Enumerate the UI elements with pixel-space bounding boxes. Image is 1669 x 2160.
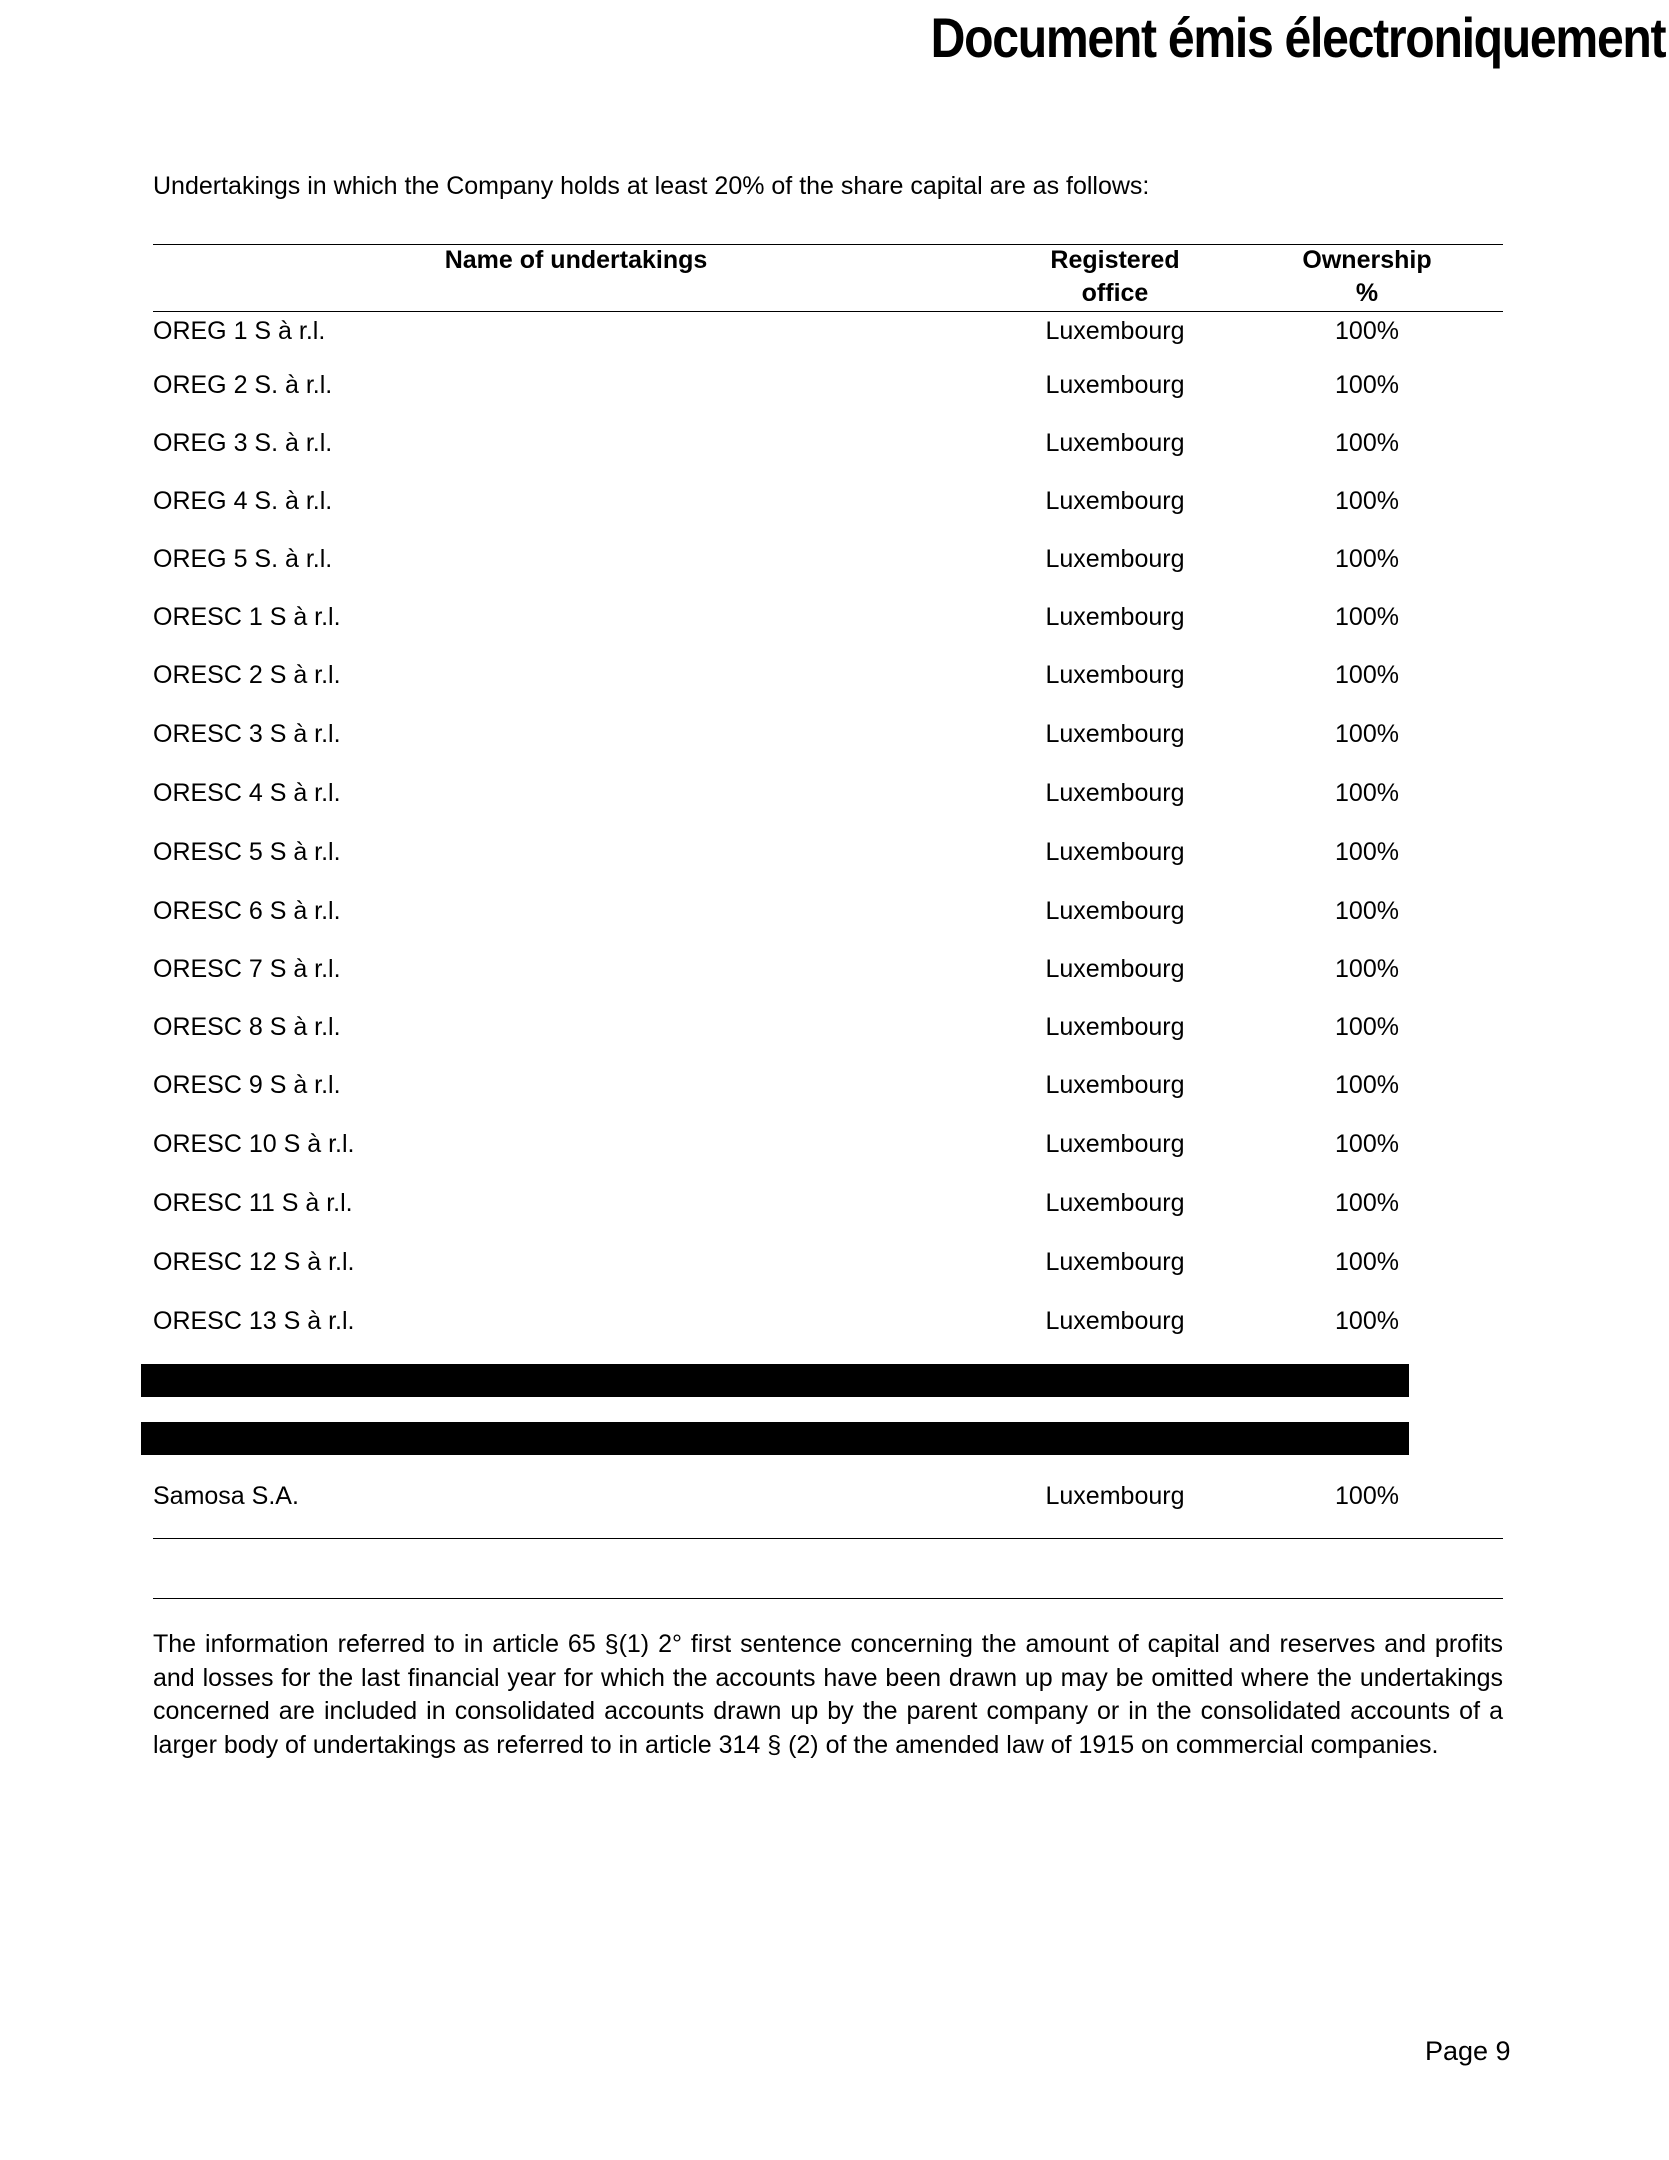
table-row	[153, 484, 1503, 518]
table-row	[153, 658, 1503, 692]
cell-name: Samosa S.A.	[153, 1482, 299, 1510]
cell-ownership: 100%	[1335, 545, 1399, 573]
header-name	[153, 244, 999, 277]
table-row	[153, 314, 1503, 348]
table-row	[153, 600, 1503, 634]
cell-name: ORESC 3 S à r.l.	[153, 720, 341, 748]
table-row	[153, 952, 1503, 986]
cell-name: ORESC 5 S à r.l.	[153, 838, 341, 866]
header-name-label: Name of undertakings	[444, 246, 708, 274]
cell-ownership: 100%	[1335, 1071, 1399, 1099]
cell-ownership: 100%	[1335, 1482, 1399, 1510]
cell-ownership: 100%	[1335, 429, 1399, 457]
cell-name: ORESC 8 S à r.l.	[153, 1013, 341, 1041]
header-ownership-line2: %	[1355, 279, 1379, 307]
cell-office: Luxembourg	[1045, 661, 1185, 689]
cell-office: Luxembourg	[1045, 897, 1185, 925]
table-row	[153, 776, 1503, 810]
cell-name: ORESC 9 S à r.l.	[153, 1071, 341, 1099]
cell-name: ORESC 10 S à r.l.	[153, 1130, 355, 1158]
header-ownership-line1: Ownership	[1302, 246, 1432, 274]
cell-office: Luxembourg	[1045, 371, 1185, 399]
table-row	[153, 1479, 1503, 1513]
redacted-row	[141, 1364, 1409, 1397]
intro-text: Undertakings in which the Company holds at least 20% of the share capital are as follows:	[153, 172, 1150, 200]
table-row	[153, 894, 1503, 928]
cell-name: OREG 3 S. à r.l.	[153, 429, 333, 457]
cell-office: Luxembourg	[1045, 1130, 1185, 1158]
redacted-row	[141, 1422, 1409, 1455]
cell-ownership: 100%	[1335, 838, 1399, 866]
cell-ownership: 100%	[1335, 1189, 1399, 1217]
cell-name: ORESC 13 S à r.l.	[153, 1307, 355, 1335]
cell-name: ORESC 11 S à r.l.	[153, 1189, 353, 1217]
table-row	[153, 426, 1503, 460]
cell-office: Luxembourg	[1045, 429, 1185, 457]
page-number: Page 9	[1425, 2036, 1511, 2066]
cell-name: OREG 2 S. à r.l.	[153, 371, 333, 399]
cell-office: Luxembourg	[1045, 487, 1185, 515]
cell-name: ORESC 1 S à r.l.	[153, 603, 341, 631]
cell-office: Luxembourg	[1045, 317, 1185, 345]
cell-ownership: 100%	[1335, 371, 1399, 399]
header-registered-office	[1015, 244, 1215, 310]
cell-name: ORESC 12 S à r.l.	[153, 1248, 355, 1276]
cell-office: Luxembourg	[1045, 1307, 1185, 1335]
cell-ownership: 100%	[1335, 720, 1399, 748]
cell-ownership: 100%	[1335, 897, 1399, 925]
cell-ownership: 100%	[1335, 1130, 1399, 1158]
cell-name: ORESC 6 S à r.l.	[153, 897, 341, 925]
cell-office: Luxembourg	[1045, 1482, 1185, 1510]
cell-ownership: 100%	[1335, 603, 1399, 631]
table-row	[153, 1304, 1503, 1338]
cell-name: OREG 5 S. à r.l.	[153, 545, 333, 573]
table-row	[153, 368, 1503, 402]
cell-name: ORESC 7 S à r.l.	[153, 955, 341, 983]
cell-ownership: 100%	[1335, 1248, 1399, 1276]
table-header-rule	[153, 311, 1503, 312]
cell-office: Luxembourg	[1045, 779, 1185, 807]
cell-office: Luxembourg	[1045, 1248, 1185, 1276]
section-rule	[153, 1598, 1503, 1599]
electronic-document-stamp: Document émis électroniquement	[930, 6, 1665, 69]
cell-ownership: 100%	[1335, 317, 1399, 345]
cell-name: OREG 4 S. à r.l.	[153, 487, 333, 515]
cell-ownership: 100%	[1335, 661, 1399, 689]
header-office-line2: office	[1081, 279, 1149, 307]
table-row	[153, 1127, 1503, 1161]
cell-office: Luxembourg	[1045, 955, 1185, 983]
table-row	[153, 835, 1503, 869]
cell-office: Luxembourg	[1045, 603, 1185, 631]
table-row	[153, 1010, 1503, 1044]
cell-ownership: 100%	[1335, 955, 1399, 983]
table-row	[153, 1068, 1503, 1102]
cell-office: Luxembourg	[1045, 720, 1185, 748]
cell-ownership: 100%	[1335, 487, 1399, 515]
table-row	[153, 542, 1503, 576]
cell-office: Luxembourg	[1045, 838, 1185, 866]
cell-name: ORESC 4 S à r.l.	[153, 779, 341, 807]
cell-office: Luxembourg	[1045, 1189, 1185, 1217]
header-ownership	[1267, 244, 1467, 310]
cell-ownership: 100%	[1335, 1307, 1399, 1335]
cell-ownership: 100%	[1335, 779, 1399, 807]
cell-name: ORESC 2 S à r.l.	[153, 661, 341, 689]
cell-office: Luxembourg	[1045, 1013, 1185, 1041]
header-office-line1: Registered	[1050, 246, 1180, 274]
table-row	[153, 1186, 1503, 1220]
cell-office: Luxembourg	[1045, 1071, 1185, 1099]
footnote-paragraph: The information referred to in article 65 §(1) 2° first sentence concerning the amount of capital and reserves and profits and losses for the last financial year for which the accounts have been drawn up may be omitted where the undertakings concerned are included in consolidated accounts drawn up by the parent company or in the consolidated accounts of a larger body of undertakings as referred to in article 314 § (2) of the amended law of 1915 on commercial companies.	[153, 1630, 1503, 1759]
table-bottom-rule	[153, 1538, 1503, 1539]
cell-ownership: 100%	[1335, 1013, 1399, 1041]
cell-office: Luxembourg	[1045, 545, 1185, 573]
table-row	[153, 717, 1503, 751]
cell-name: OREG 1 S à r.l.	[153, 317, 326, 345]
table-row	[153, 1245, 1503, 1279]
